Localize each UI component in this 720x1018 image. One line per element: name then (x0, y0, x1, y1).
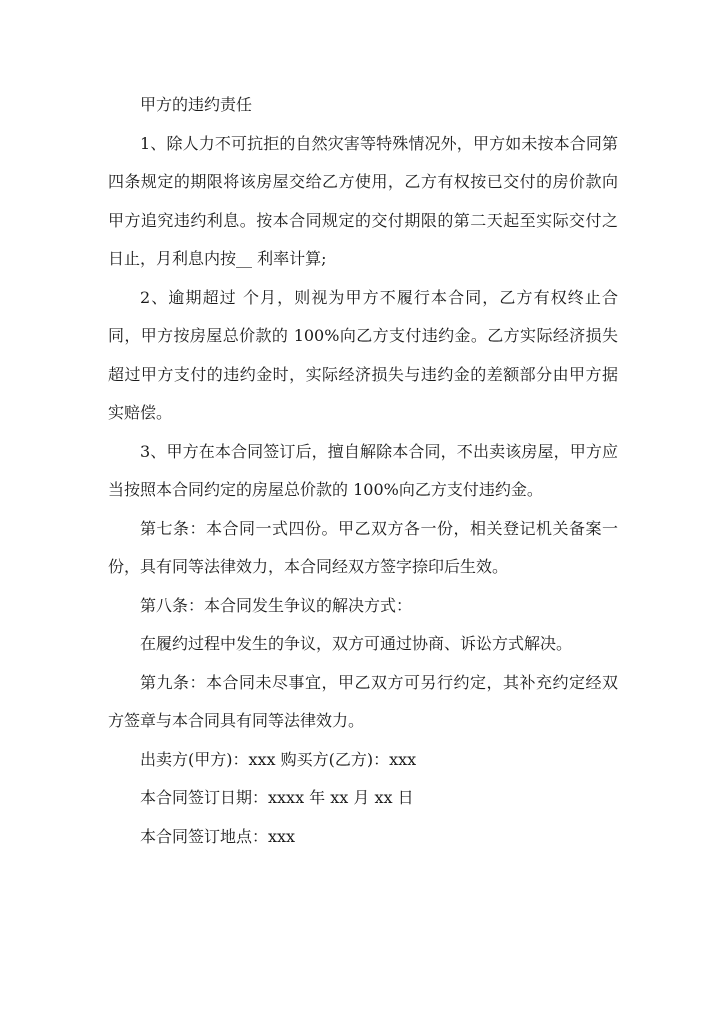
article-8-dispute-heading: 第八条：本合同发生争议的解决方式： (140, 595, 413, 615)
signing-location: 本合同签订地点：xxx (140, 826, 296, 846)
signing-date: 本合同签订日期：xxxx 年 xx 月 xx 日 (140, 788, 414, 807)
section-heading-breach-liability: 甲方的违约责任 (140, 95, 253, 114)
article-8-dispute-resolution: 在履约过程中发生的争议，双方可通过协商、诉讼方式解决。 (140, 634, 573, 653)
document-body (108, 86, 618, 856)
clause-1-delayed-delivery: 1、除人力不可抗拒的自然灾害等特殊情况外，甲方如未按本合同第四条规定的期限将该房屋交给乙方使用，乙方有权按已交付的房价款向甲方追究违约利息。按本合同规定的交付期限的第二天起至实际交付之日止，月利息内按__ 利率计算; (108, 133, 618, 268)
article-7-copies: 第七条：本合同一式四份。甲乙双方各一份，相关登记机关备案一份，具有同等法律效力，本合同经双方签字捺印后生效。 (108, 518, 618, 576)
clause-3-unilateral-rescission: 3、甲方在本合同签订后，擅自解除本合同，不出卖该房屋，甲方应当按照本合同约定的房屋总价款的 100%向乙方支付违约金。 (108, 441, 618, 499)
clause-2-overdue-termination: 2、逾期超过 个月，则视为甲方不履行本合同，乙方有权终止合同，甲方按房屋总价款的 100%向乙方支付违约金。乙方实际经济损失超过甲方支付的违约金时，实际经济损失与违约金的差额部分由甲方据实赔偿。 (108, 287, 618, 422)
parties-signature-line: 出卖方(甲方)：xxx 购买方(乙方)：xxx (140, 749, 417, 769)
article-9-supplementary: 第九条：本合同未尽事宜，甲乙双方可另行约定，其补充约定经双方签章与本合同具有同等法律效力。 (108, 672, 618, 730)
